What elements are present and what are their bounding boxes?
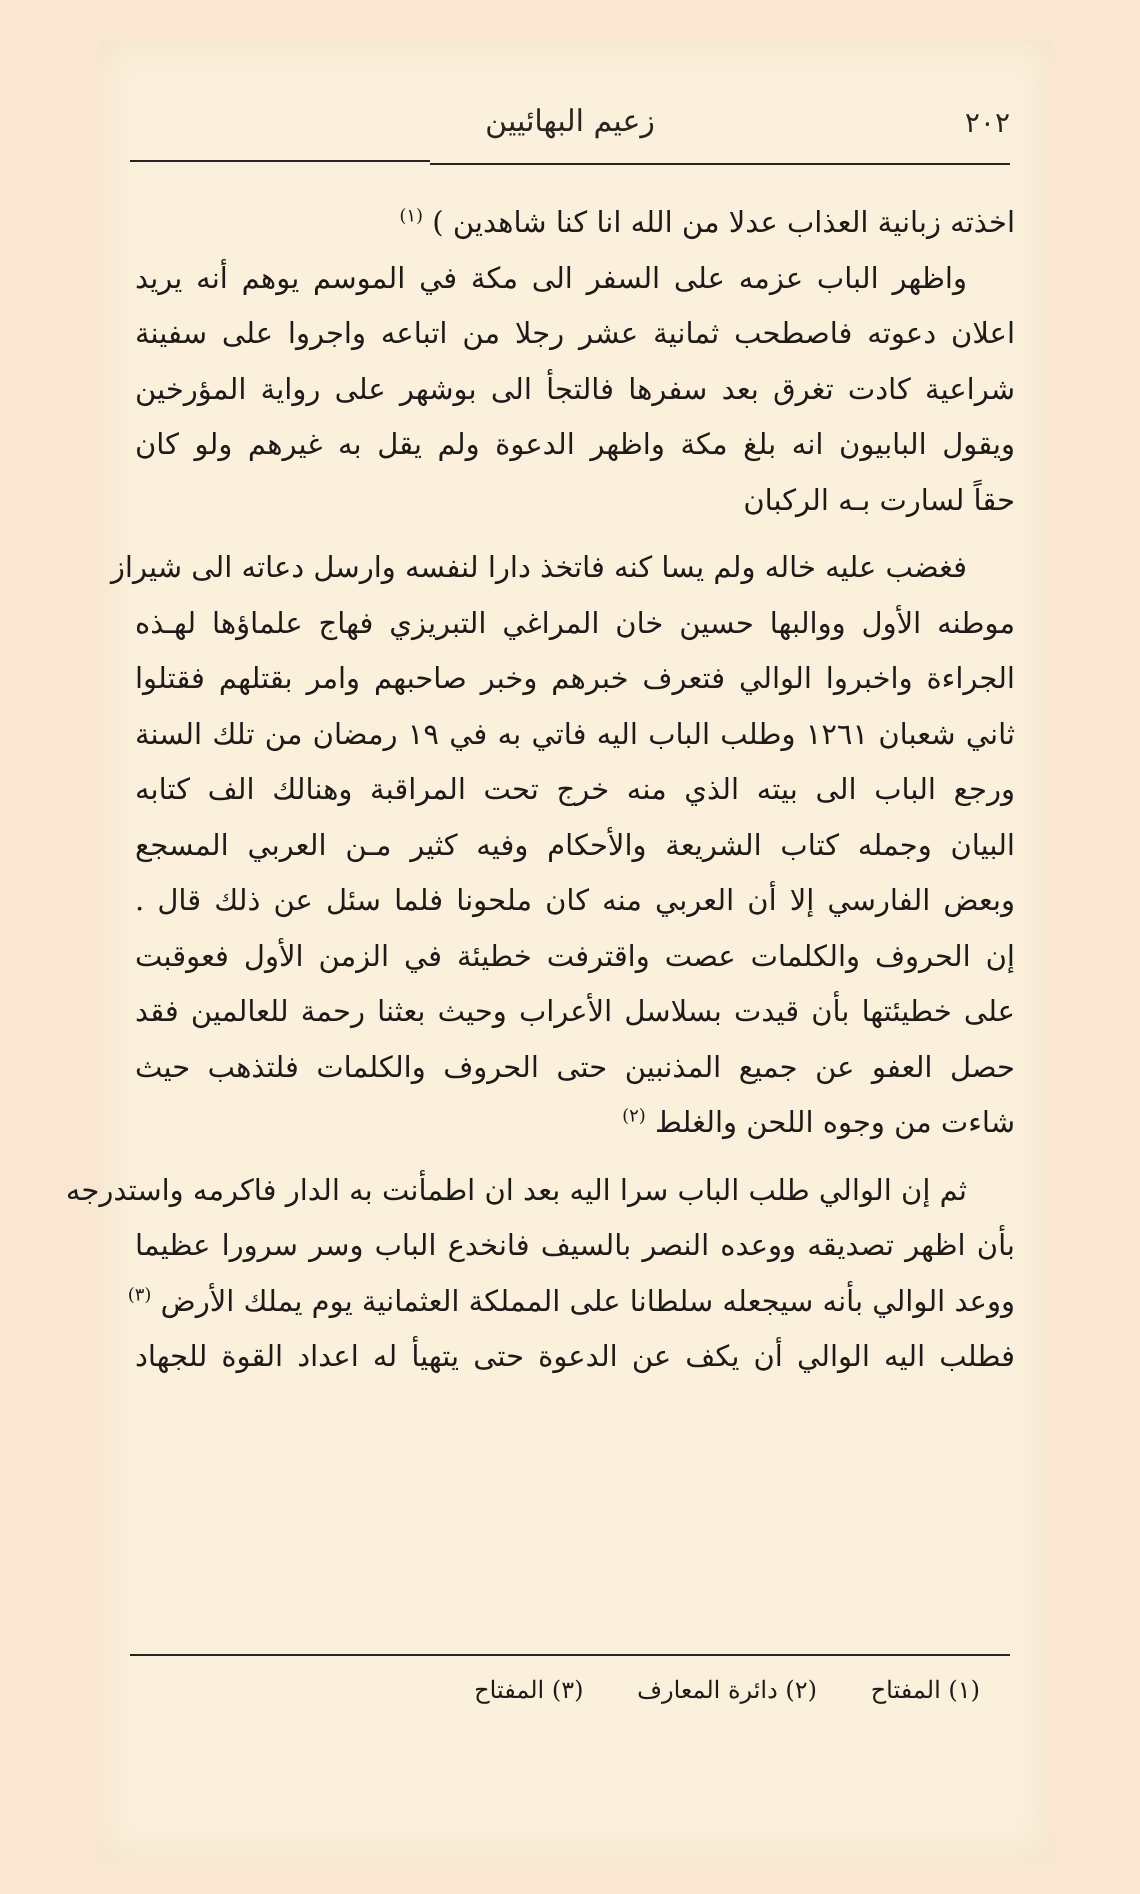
footnote-ref-3: (٣) [127,1283,152,1305]
text-line-16: حصل العفو عن جميع المذنبين حتى الحروف والكلمات فلتذهب حيث [135,1049,1015,1084]
page-header [130,100,1010,150]
footnote-3: (٣) المفتاح [474,1676,584,1704]
body-text [65,195,1015,1385]
text-line-5: ويقول البابيون انه بلغ مكة واظهر الدعوة ولم يقل به غيرهم ولو كان [135,427,1015,461]
text-line-6: حقاً لسارت بـه الركبان [743,482,1015,517]
running-title: زعيم البهائيين [485,104,655,139]
text-line-1: اخذته زبانية العذاب عدلا من الله انا كنا شاهدين ) $^{(١)}$ [399,205,1015,239]
text-line-11: ورجع الباب الى بيته الذي منه خرج تحت المراقبة وهنالك الف كتابه [135,772,1015,806]
paragraph-gap [135,1151,1015,1163]
text-line-12: البيان وجمله كتاب الشريعة والأحكام وفيه كثير مـن العربي المسجع [135,827,1015,862]
text-line-21: فطلب اليه الوالي أن يكف عن الدعوة حتى يتهيأ له اعداد القوة للجهاد [135,1339,1015,1373]
text-line-15: على خطيئتها بأن قيدت بسلاسل الأعراب وحيث بعثنا رحمة للعالمين فقد [135,994,1015,1028]
footnote-rule [130,1654,1010,1656]
footnotes [130,1668,980,1712]
text-line-9: الجراءة واخبروا الوالي فتعرف خبرهم وخبر صاحبهم وامر بقتلهم فقتلوا [135,661,1015,695]
text-line-14: إن الحروف والكلمات عصت واقترفت خطيئة في الزمن الأول فعوقبت [135,938,1015,973]
header-rule-right [430,163,1010,165]
text-line-4: شراعية كادت تغرق بعد سفرها فالتجأ الى بوشهر على رواية المؤرخين [135,371,1015,406]
footnote-ref-2: (٢) [622,1105,646,1127]
text-line-2: واظهر الباب عزمه على السفر الى مكة في الموسم يوهم أنه يريد [135,260,967,295]
text-line-7: فغضب عليه خاله ولم يسا كنه فاتخذ دارا لنفسه وارسل دعاته الى شيراز [110,550,967,584]
text-line-19: بأن اظهر تصديقه ووعده النصر بالسيف فانخدع الباب وسر سرورا عظيما [135,1228,1015,1262]
text-line-20: ووعد الوالي بأنه سيجعله سلطانا على المملكة العثمانية يوم يملك الأرض $^{(٣)}$ [127,1283,1015,1318]
footnote-ref-1: (١) [399,205,424,227]
page-number: ٢٠٢ [964,106,1010,139]
paragraph-gap [135,528,1015,540]
text-line-17: شاءت من وجوه اللحن والغلط $^{(٢)}$ [622,1105,1015,1139]
text-line-13: وبعض الفارسي إلا أن العربي منه كان ملحونا فلما سئل عن ذلك قال . [135,883,1015,917]
text-line-18: ثم إن الوالي طلب الباب سرا اليه بعد ان اطمأنت به الدار فاكرمه واستدرجه [65,1172,967,1207]
text-line-3: اعلان دعوته فاصطحب ثمانية عشر رجلا من اتباعه واجروا على سفينة [135,316,1015,350]
text-line-10: ثاني شعبان ١٢٦١ وطلب الباب اليه فاتي به في ١٩ رمضان من تلك السنة [135,716,1015,751]
footnote-1: (١) المفتاح [870,1676,980,1704]
footnote-2: (٢) دائرة المعارف [637,1676,818,1704]
header-rule-left [130,160,430,162]
text-line-8: موطنه الأول ووالبها حسين خان المراغي التبريزي فهاج علماؤها لهـذه [135,605,1015,640]
